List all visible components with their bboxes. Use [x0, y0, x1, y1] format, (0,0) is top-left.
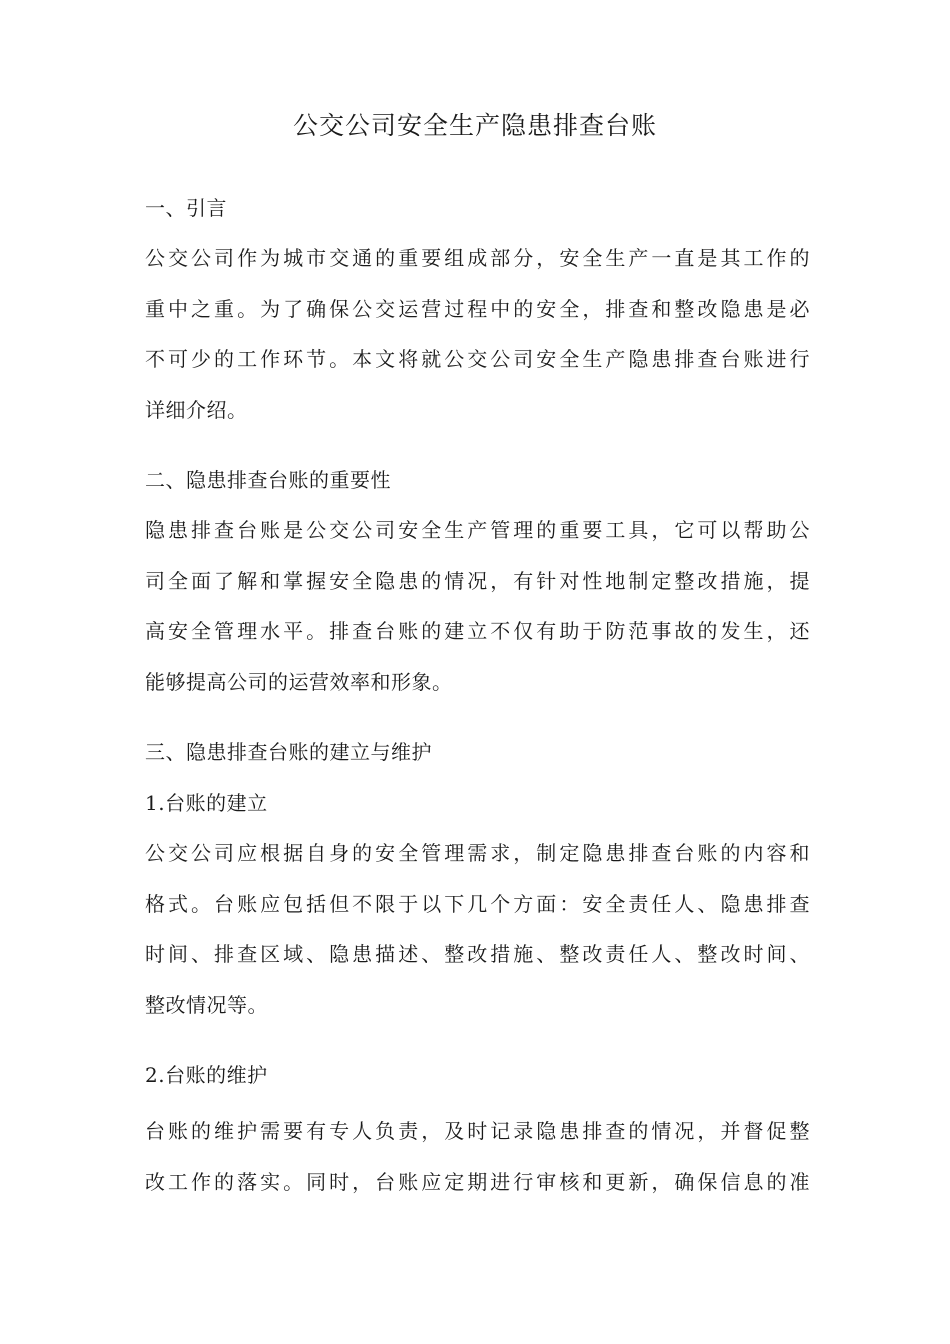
- section-heading-importance: 二、隐患排查台账的重要性: [145, 468, 391, 492]
- paragraph-line: 改工作的落实。同时，台账应定期进行审核和更新，确保信息的准: [145, 1169, 810, 1194]
- section-heading-establish-maintain: 三、隐患排查台账的建立与维护: [145, 740, 432, 764]
- paragraph-line: 公交公司应根据自身的安全管理需求，制定隐患排查台账的内容和: [145, 841, 810, 865]
- paragraph-line: 时间、排查区域、隐患描述、整改措施、整改责任人、整改时间、: [145, 942, 810, 966]
- paragraph-line: 隐患排查台账是公交公司安全生产管理的重要工具，它可以帮助公: [145, 518, 810, 542]
- paragraph-line: 格式。台账应包括但不限于以下几个方面：安全责任人、隐患排查: [145, 891, 810, 916]
- subsection-heading-maintain: 2.台账的维护: [145, 1063, 268, 1087]
- paragraph-line: 重中之重。为了确保公交运营过程中的安全，排查和整改隐患是必: [145, 296, 810, 321]
- paragraph-line: 司全面了解和掌握安全隐患的情况，有针对性地制定整改措施，提: [145, 568, 810, 593]
- paragraph-line: 能够提高公司的运营效率和形象。: [145, 669, 453, 694]
- section-heading-intro: 一、引言: [145, 196, 227, 220]
- paragraph-maintain: [145, 1106, 810, 1207]
- paragraph-line: 高安全管理水平。排查台账的建立不仅有助于防范事故的发生，还: [145, 619, 810, 643]
- paragraph-line: 详细介绍。: [145, 397, 248, 422]
- paragraph-line: 台账的维护需要有专人负责，及时记录隐患排查的情况，并督促整: [145, 1119, 810, 1143]
- paragraph-intro: [145, 233, 810, 435]
- paragraph-line: 公交公司作为城市交通的重要组成部分，安全生产一直是其工作的: [145, 246, 810, 270]
- paragraph-establish: [145, 828, 810, 1030]
- document-title: 公交公司安全生产隐患排查台账: [292, 111, 657, 140]
- paragraph-line: 不可少的工作环节。本文将就公交公司安全生产隐患排查台账进行: [145, 347, 810, 371]
- subsection-heading-establish: 1.台账的建立: [145, 791, 268, 815]
- paragraph-importance: [145, 505, 810, 707]
- paragraph-line: 整改情况等。: [145, 992, 268, 1017]
